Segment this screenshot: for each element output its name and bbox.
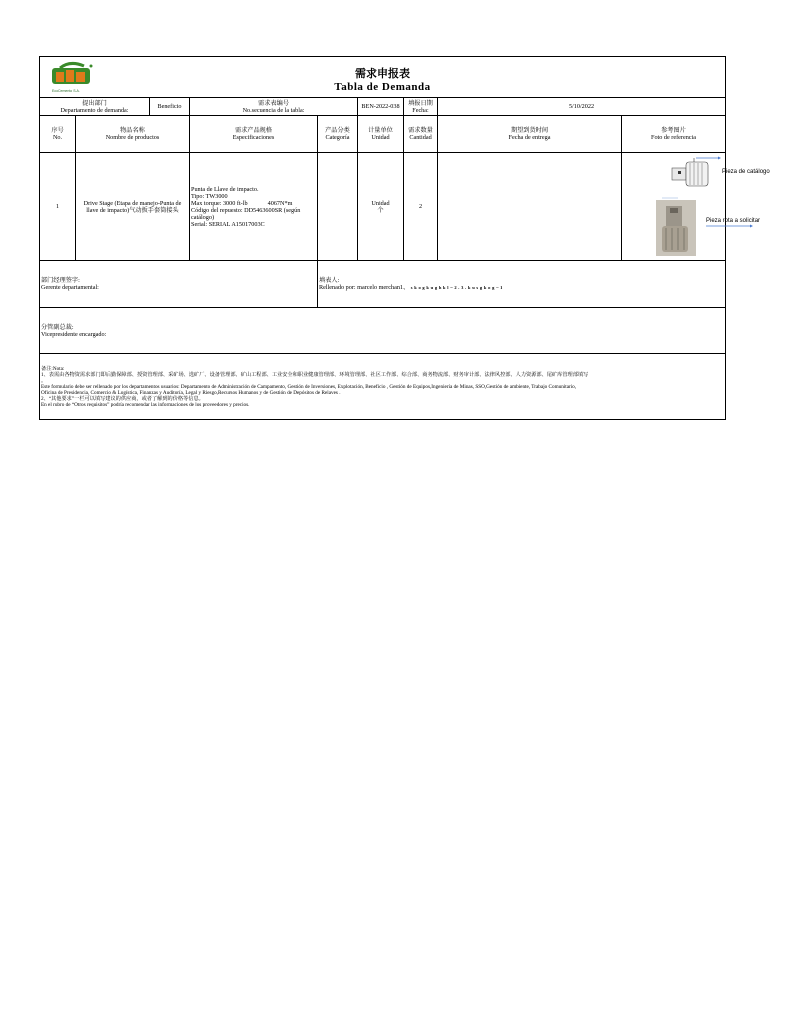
col-name: 物品名称 Nombre de productos xyxy=(76,116,190,153)
col-qty: 需求数量 Cantidad xyxy=(404,116,438,153)
catalog-part-image xyxy=(622,154,804,260)
spec-line: Punta de Llave de impacto. xyxy=(191,185,259,193)
col-no: 序号 No. xyxy=(40,116,76,153)
item-spec xyxy=(190,153,318,261)
seq-label: 需求表编号 No.secuencia de la tabla: xyxy=(190,98,358,116)
notes xyxy=(40,354,726,420)
note-line: 备注:Nota: xyxy=(41,365,65,372)
filled-by xyxy=(318,261,726,308)
col-photo: 参考图片 Foto de referencia xyxy=(622,116,726,153)
item-photo xyxy=(622,153,770,261)
item-unit: Unidad 个 xyxy=(358,153,404,261)
title-spanish: Tabla de Demanda xyxy=(334,81,431,93)
note-line: Oficina de Presidencia, Comercio & Logística, Finanzas y Auditoría, Legal y Riesgo,Recursos Humanos y de Gestión de Depósitos de Relaves . xyxy=(41,389,341,396)
item-no: 1 xyxy=(40,153,76,261)
col-unit: 计量单位 Unidad xyxy=(358,116,404,153)
note-line: Este formulario debe ser rellenado por los departamentos usuarios: Departamento de Administración de Campamento, Gestión de Inversiones, Explotación, Beneficio , Gestión de Equipos,Ingeniería de Minas, SSO,Gestión de ambiente, Trabajo Comunitario, xyxy=(41,383,577,390)
company-name: EcoCemento S.A. xyxy=(52,89,80,93)
dept-manager-signature: 部门经理签字: Gerente departamental: xyxy=(40,261,318,308)
signature-row xyxy=(40,261,726,308)
title-chinese: 需求申报表 xyxy=(355,68,410,80)
note-line: 。 xyxy=(41,377,47,384)
dept-label: 提出部门 Departamento de demanda: xyxy=(40,98,150,116)
demand-table xyxy=(39,56,770,420)
filled-by-name: Rellenado por: marcelo merchan1、 xyxy=(319,284,410,291)
photo-caption-broken: Pieza rota a solicitar xyxy=(706,217,761,224)
col-delivery: 期望到货时间 Fecha de entrega xyxy=(438,116,622,153)
note-line: 1、表需由各物资需求部门即后勤保障部、授资管理部、采矿场、选矿厂、设备管理部、矿山工程部、工业安全和职业健康管理部、环境管理部、社区工作部、综合部、商务物流部、财务审计部、法律风控部、人力资源部、尾矿库管理部填写 xyxy=(41,371,589,378)
note-line: En el rubro de “Otros requisitos” podría recomendar las informaciones de los proveedores y precios. xyxy=(41,401,250,408)
spec-line: Código del repuesto: DD5463600SR (según catálogo) xyxy=(191,206,301,221)
header-row xyxy=(40,98,726,116)
photo-caption-catalog: Pieza de catálogo xyxy=(722,168,770,175)
title-row xyxy=(40,57,726,98)
table-row xyxy=(40,153,726,261)
notes-row xyxy=(40,354,726,420)
demand-form xyxy=(39,56,770,420)
item-name: Drive Stage (Etapa de manejo-Punta de llave de impacto)气动扳手套筒接头 xyxy=(76,153,190,261)
catalog-drawing-icon xyxy=(672,158,708,186)
seq-value: BEN-2022-038 xyxy=(358,98,404,116)
item-delivery xyxy=(438,153,622,261)
col-spec: 需求产品规格 Especificaciones xyxy=(190,116,318,153)
date-value: 5/10/2022 xyxy=(438,98,726,116)
spec-line: Serial: SERIAL A15017003C xyxy=(191,220,265,228)
filled-by-label: 填表人: xyxy=(319,277,340,284)
spec-line: Tipo: TW3000 xyxy=(191,192,228,200)
vp-signature: 分管副总裁: Vicepresidente encargado: xyxy=(40,308,726,354)
note-line: 2、“其他要求”一栏可以填写建议的供应商，或者了解到的价格等信息。 xyxy=(41,395,204,402)
broken-part-photo xyxy=(656,200,696,256)
vp-signature-row xyxy=(40,308,726,354)
spec-line: Max torque: 3000 ft-lb 4067N*m xyxy=(191,199,293,207)
col-category: 产品分类 Categoría xyxy=(318,116,358,153)
column-header-row xyxy=(40,116,726,153)
filled-by-extra: s k o g k u g h k l ~ 2 . 3 . k u s g k o g ~ 1 xyxy=(410,285,503,290)
date-label: 填报日期 Fecha: xyxy=(404,98,438,116)
item-category xyxy=(318,153,358,261)
item-qty: 2 xyxy=(404,153,438,261)
dept-value: Beneficio xyxy=(150,98,190,116)
